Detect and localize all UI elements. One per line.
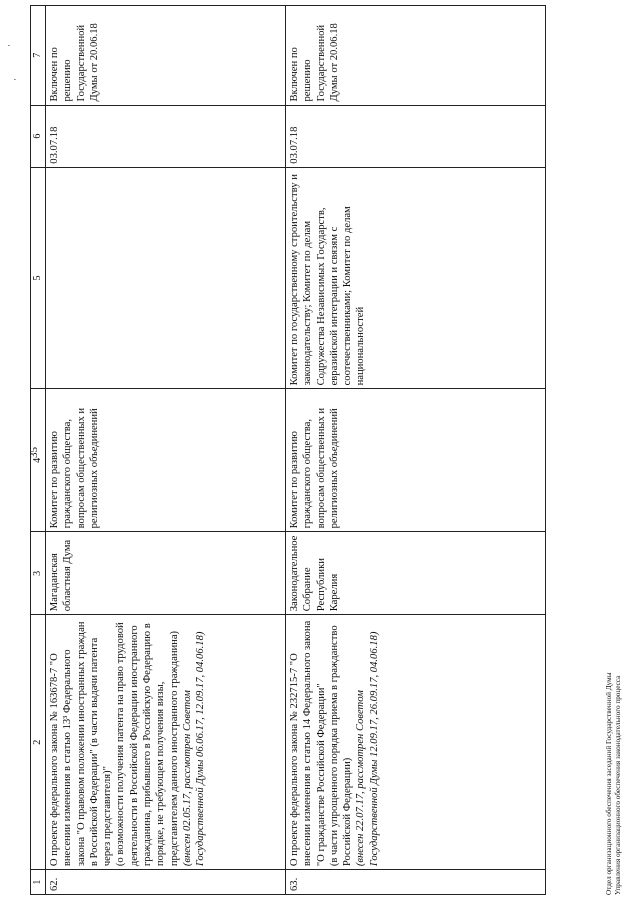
bill-title: О проекте федерального закона № 163678-7 "О внесении изменения в статью 13³ Федерального закона "О правовом положении иностранных граждан в Российской Федерации" (в части выдачи патента через представителя)": [49, 621, 114, 867]
bill-title: О проекте федерального закона № 232715-7 "О внесении изменения в статью 14 Федерального закона "О гражданстве Российской Федерации": [289, 620, 327, 867]
table-row: [286, 6, 546, 895]
bill-description: [286, 615, 546, 870]
header-cell: 5: [31, 167, 46, 389]
co-committees-cell: [46, 167, 286, 389]
footer-line: Отдел организационного обеспечения заседаний Государственной Думы: [605, 672, 613, 895]
row-number: 62.: [46, 870, 286, 895]
co-committees-cell: Комитет по государственному строительству и законодательству; Комитет по делам Содружества Независимых Государств, евразийской интеграции и связям с соотечественниками; Комитет по делам национальностей: [286, 167, 546, 389]
header-row: [31, 6, 46, 895]
footer: [605, 672, 623, 895]
bill-description: [46, 615, 286, 870]
footer-line: Управления организационного обеспечения законодательного процесса: [614, 675, 622, 895]
header-cell: 2: [31, 615, 46, 870]
decision-cell: Включен по решению Государственной Думы от 20.06.18: [286, 6, 546, 106]
bill-note: (внесен 22.07.17, рассмотрен Советом Государственной Думы 12.09.17, 26.09.17, 04.06.18): [355, 631, 380, 867]
initiator-cell: Законодательное Собрание Республики Карелия: [286, 532, 546, 615]
row-number: 63.: [286, 870, 546, 895]
agenda-table: [30, 5, 546, 895]
bill-extra: (о возможности получения патента на право трудовой деятельности в Российской Федерации иностранного гражданина, прибывшего в Российскую Федерацию в порядке, не требующем получения визы, представителем данного иностранного гражданина): [115, 622, 180, 867]
header-cell: 4: [31, 389, 46, 532]
header-cell: 6: [31, 105, 46, 167]
header-cell: 1: [31, 870, 46, 895]
header-cell: 3: [31, 532, 46, 615]
initiator-cell: Магаданская областная Дума: [46, 532, 286, 615]
table-row: [46, 6, 286, 895]
decision-cell: Включен по решению Государственной Думы от 20.06.18: [46, 6, 286, 106]
header-cell: 7: [31, 6, 46, 106]
date-cell: 03.07.18: [286, 105, 546, 167]
committee-cell: Комитет по развитию гражданского общества, вопросам общественных и религиозных объединений: [46, 389, 286, 532]
page-number: 35: [28, 447, 40, 458]
committee-cell: Комитет по развитию гражданского общества, вопросам общественных и религиозных объединений: [286, 389, 546, 532]
bill-extra: (в части упрощенного порядка приема в гражданство Российской Федерации): [328, 625, 354, 867]
bill-note: (внесен 02.05.17, рассмотрен Советом Государственной Думы 06.06.17, 12.09.17, 04.06.18): [181, 631, 207, 867]
scan-dot: ·: [10, 78, 20, 81]
scan-dot: ·: [4, 44, 14, 47]
date-cell: 03.07.18: [46, 105, 286, 167]
